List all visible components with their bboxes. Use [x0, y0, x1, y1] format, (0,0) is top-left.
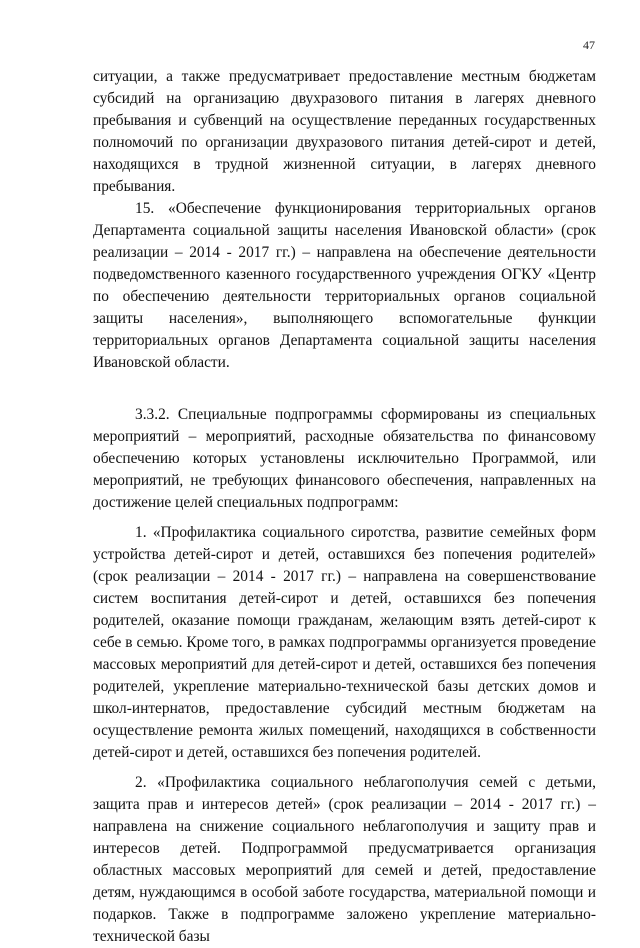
body-text — [93, 66, 596, 948]
paragraph-section-3-3-2: 3.3.2. Специальные подпрограммы сформированы из специальных мероприятий – мероприятий, расходные обязательства по финансовому обеспечению которых установлены исключительно Программой, или мероприятий, не требующих финансового обеспечения, направленных на достижение целей специальных подпрограмм: — [93, 406, 596, 511]
paragraph-continuation: ситуации, а также предусматривает предоставление местным бюджетам субсидий на организацию двухразового питания в лагерях дневного пребывания и субвенций на осуществление переданных государственных полномочий по организации двухразового питания детей-сирот и детей, находящихся в трудной жизненной ситуации, в лагерях дневного пребывания. — [93, 68, 596, 195]
paragraph-item-1: 1. «Профилактика социального сиротства, развитие семейных форм устройства детей-сирот и детей, оставшихся без попечения родителей» (срок реализации – 2014 - 2017 гг.) – направлена на совершенствование систем воспитания детей-сирот и детей, оставшихся без попечения родителей, оказание помощи гражданам, желающим взять детей-сирот к себе в семью. Кроме того, в рамках подпрограммы организуется проведение массовых мероприятий для детей-сирот и детей, оставшихся без попечения родителей, укрепление материально-технической базы детских домов и школ-интернатов, предоставление субсидий местным бюджетам на осуществление ремонта жилых помещений, находящихся в собственности детей-сирот и детей, оставшихся без попечения родителей. — [93, 524, 596, 761]
page-number: 47 — [583, 38, 595, 52]
paragraph-item-2: 2. «Профилактика социального неблагополучия семей с детьми, защита прав и интересов детей» (срок реализации – 2014 - 2017 гг.) – направлена на снижение социального неблагополучия и защиту прав и интересов детей. Подпрограммой предусматривается организация областных массовых мероприятий для семей и детей, предоставление детям, нуждающимся в особой заботе государства, материальной помощи и подарков. Также в подпрограмме заложено укрепление материально-технической базы — [93, 774, 596, 945]
paragraph-item-15: 15. «Обеспечение функционирования территориальных органов Департамента социальной защиты населения Ивановской области» (срок реализации – 2014 - 2017 гг.) – направлена на обеспечение деятельности подведомственного казенного государственного учреждения ОГКУ «Центр по обеспечению деятельности территориальных органов социальной защиты населения», выполняющего вспомогательные функции территориальных органов Департамента социальной защиты населения Ивановской области. — [93, 200, 596, 371]
